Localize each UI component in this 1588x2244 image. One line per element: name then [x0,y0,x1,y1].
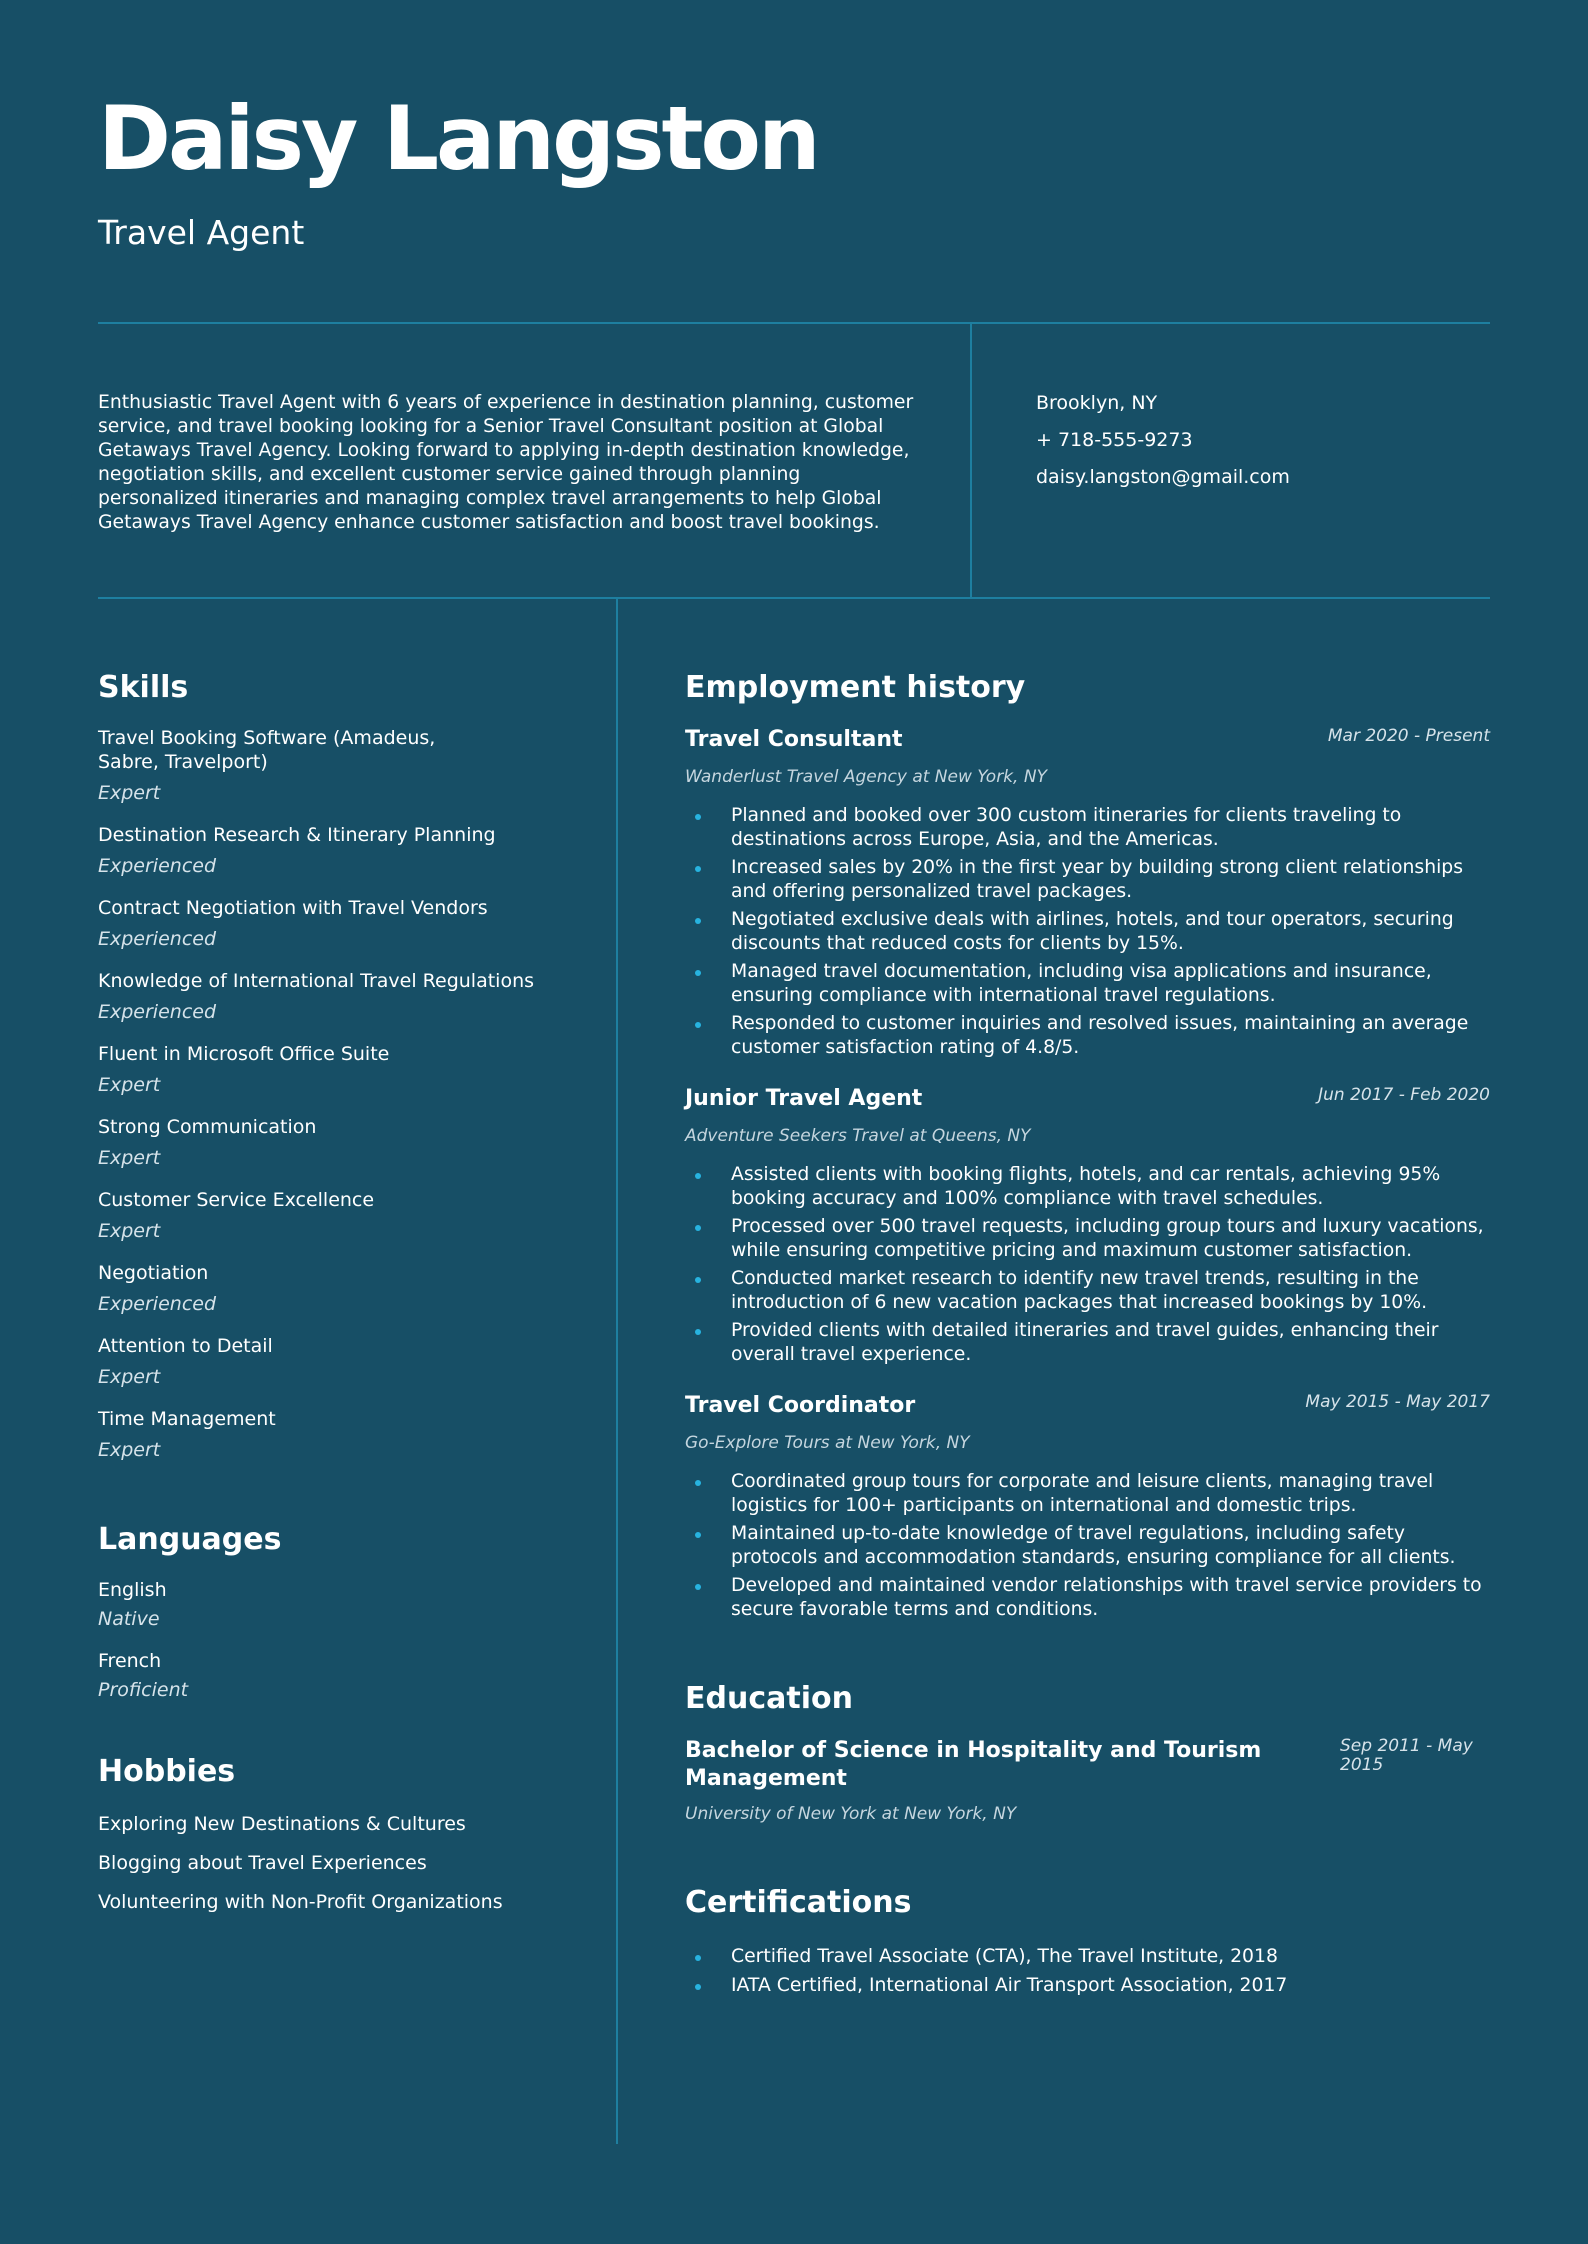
job-bullet: Negotiated exclusive deals with airlines, hotels, and tour operators, securing discounts that reduced costs for clients by 15%. [685,908,1490,955]
skill-item [98,1261,548,1316]
skill-item [98,1334,548,1389]
job-bullet: Responded to customer inquiries and resolved issues, maintaining an average customer satisfaction rating of 4.8/5. [685,1012,1490,1059]
skill-level: Expert [98,1147,161,1169]
job-entry [685,1392,1490,1621]
employment-heading: Employment history [685,670,1026,705]
education-dates: Sep 2011 - May 2015 [1340,1736,1473,1775]
job-company: Wanderlust Travel Agency at New York, NY [685,767,1047,787]
skill-item [98,1407,548,1462]
job-role: Travel Coordinator [685,1393,916,1418]
skill-item [98,896,548,951]
language-name: French [98,1650,162,1672]
certifications-list [685,1945,1490,1997]
certification-item: Certified Travel Associate (CTA), The Travel Institute, 2018 [685,1945,1490,1969]
skills-list [98,726,548,1462]
job-bullet: Provided clients with detailed itineraries and travel guides, enhancing their overall travel experience. [685,1319,1490,1366]
education-header [685,1737,1490,1793]
job-title: Travel Agent [98,213,305,252]
job-entry [685,726,1490,1059]
skill-level: Expert [98,1220,161,1242]
skill-item [98,969,548,1024]
contact-location: Brooklyn, NY [1036,392,1158,414]
skill-level: Experienced [98,855,217,877]
top-divider [98,322,1490,324]
summary-contact-divider [970,322,972,598]
certifications-heading: Certifications [685,1885,912,1920]
contact-phone: + 718-555-9273 [1036,429,1193,451]
language-item [98,1578,548,1631]
skill-name: Destination Research & Itinerary Planning [98,824,496,846]
hobby-item: Volunteering with Non-Profit Organizations [98,1891,503,1913]
skill-item [98,1188,548,1243]
middle-divider [98,597,1490,599]
job-dates: Jun 2017 - Feb 2020 [1318,1085,1490,1105]
skill-name: Time Management [98,1408,276,1430]
certification-item: IATA Certified, International Air Transport Association, 2017 [685,1974,1490,1998]
job-bullets [685,1163,1490,1366]
job-bullet: Increased sales by 20% in the first year by building strong client relationships and offering personalized travel packages. [685,856,1490,903]
job-bullet: Maintained up-to-date knowledge of travel regulations, including safety protocols and accommodation standards, ensuring compliance for all clients. [685,1522,1490,1569]
job-bullets [685,804,1490,1059]
language-level: Native [98,1608,160,1630]
skill-name: Strong Communication [98,1116,317,1138]
languages-heading: Languages [98,1522,282,1557]
skill-item [98,1115,548,1170]
job-bullet: Planned and booked over 300 custom itineraries for clients traveling to destinations across Europe, Asia, and the Americas. [685,804,1490,851]
job-role: Junior Travel Agent [685,1086,923,1111]
job-dates: Mar 2020 - Present [1327,726,1490,746]
job-bullets [685,1470,1490,1621]
skill-item [98,1042,548,1097]
education-entry [685,1737,1490,1825]
skill-item [98,823,548,878]
job-bullet: Coordinated group tours for corporate and leisure clients, managing travel logistics for 100+ participants on international and domestic trips. [685,1470,1490,1517]
language-level: Proficient [98,1679,189,1701]
left-column [98,668,548,1929]
job-dates: May 2015 - May 2017 [1305,1392,1490,1412]
skill-level: Experienced [98,1293,217,1315]
job-bullet: Developed and maintained vendor relationships with travel service providers to secure favorable terms and conditions. [685,1574,1490,1621]
skill-level: Experienced [98,1001,217,1023]
job-entry [685,1085,1490,1366]
skill-level: Expert [98,782,161,804]
skill-name: Knowledge of International Travel Regulations [98,970,535,992]
hobbies-list [98,1812,548,1914]
right-column [685,668,1490,2002]
hobby-item: Blogging about Travel Experiences [98,1852,427,1874]
candidate-name: Daisy Langston [98,87,818,190]
column-divider [616,598,618,2144]
skill-name: Customer Service Excellence [98,1189,375,1211]
education-school: University of New York at New York, NY [685,1804,1017,1824]
job-bullet: Conducted market research to identify new travel trends, resulting in the introduction of 6 new vacation packages that increased bookings by 10%. [685,1267,1490,1314]
education-degree: Bachelor of Science in Hospitality and Tourism Management [685,1738,1262,1791]
language-item [98,1649,548,1702]
skill-name: Contract Negotiation with Travel Vendors [98,897,488,919]
job-bullet: Managed travel documentation, including visa applications and insurance, ensuring compliance with international travel regulations. [685,960,1490,1007]
summary-text: Enthusiastic Travel Agent with 6 years of experience in destination planning, customer service, and travel booking looking for a Senior Travel Consultant position at Global Getaways Travel Agency. Looking forward to applying in-depth destination knowledge, negotiation skills, and excellent customer service gained through planning personalized itineraries and managing complex travel arrangements to help Global Getaways Travel Agency enhance customer satisfaction and boost travel bookings. [98,392,914,533]
education-heading: Education [685,1681,853,1716]
job-role: Travel Consultant [685,727,903,752]
skill-name: Travel Booking Software (Amadeus, Sabre, Travelport) [98,727,436,773]
contact-email: daisy.langston@gmail.com [1036,466,1290,488]
skill-level: Expert [98,1366,161,1388]
skill-name: Attention to Detail [98,1335,273,1357]
job-company: Adventure Seekers Travel at Queens, NY [685,1126,1031,1146]
job-bullet: Processed over 500 travel requests, including group tours and luxury vacations, while ensuring competitive pricing and maximum customer satisfaction. [685,1215,1490,1262]
job-bullet: Assisted clients with booking flights, hotels, and car rentals, achieving 95% booking accuracy and 100% compliance with travel schedules. [685,1163,1490,1210]
hobby-item: Exploring New Destinations & Cultures [98,1813,466,1835]
skill-name: Fluent in Microsoft Office Suite [98,1043,390,1065]
skill-item [98,726,548,805]
hobbies-heading: Hobbies [98,1754,236,1789]
skill-name: Negotiation [98,1262,209,1284]
languages-list [98,1578,548,1702]
contact-block [1036,391,1290,502]
skill-level: Expert [98,1439,161,1461]
skill-level: Experienced [98,928,217,950]
job-header [685,1085,1490,1113]
job-header [685,726,1490,754]
job-company: Go-Explore Tours at New York, NY [685,1433,970,1453]
skills-heading: Skills [98,670,189,705]
job-header [685,1392,1490,1420]
language-name: English [98,1579,167,1601]
skill-level: Expert [98,1074,161,1096]
